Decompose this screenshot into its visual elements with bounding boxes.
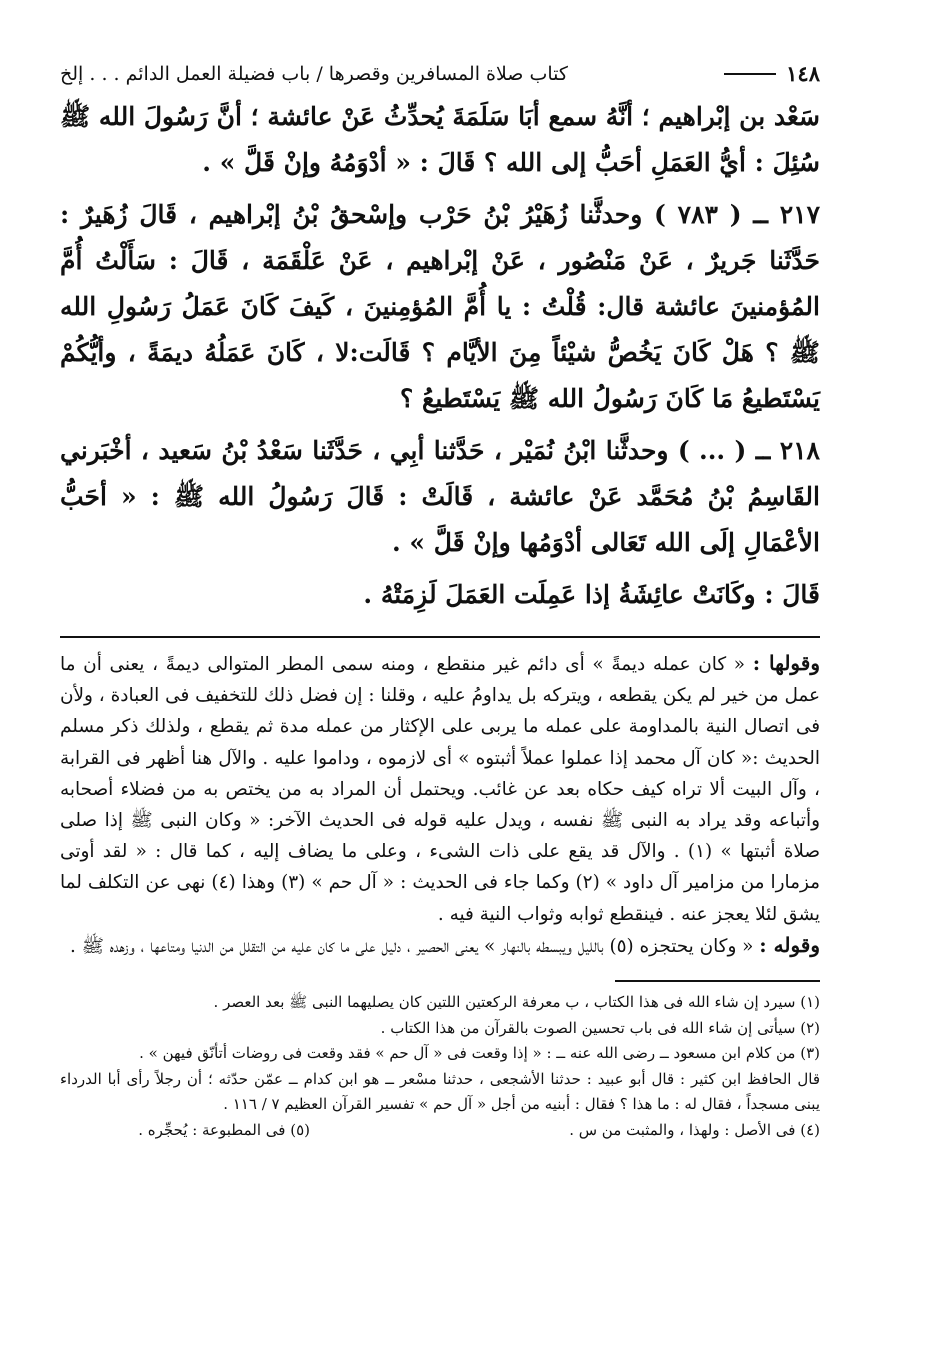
hadith-paragraph-4: قَالَ : وكَانَتْ عائِشَةُ إذا عَمِلَت العَمَلَ لَزِمَتْهُ . [363,580,820,609]
page [60,60,820,1143]
footnote-row-4-5 [60,1118,820,1144]
header-rule [724,73,776,75]
hadith-paragraph-217: ٢١٧ ــ ( ٧٨٣ ) وحدثَّنا زُهَيْرُ بْنُ حَرْب وإسْحقُ بْنُ إبْراهيم ، قَالَ زُهَيرٌ : حَدَّثَنا جَريرٌ ، عَنْ مَنْصُور ، عَنْ إبْراهيم ، عَنْ عَلْقَمَة ، قَالَ : سَأَلْتُ أُمَّ المُؤمنينَ عائشة قال: قُلْتُ : يا أُمَّ المُؤمِنينَ ، كَيفَ كَانَ عَمَلُ رَسُولِ الله ﷺ ؟ هَلْ كَانَ يَخُصُّ شيْئاً مِنَ الأيَّام ؟ قَالَت:لا ، كَانَ عَمَلُهُ ديمَةً ، وأيُّكُمْ يَسْتَطيعُ مَا كَانَ رَسُولُ الله ﷺ يَسْتَطيعُ ؟ [60,200,821,413]
running-header [60,60,820,94]
commentary-paragraph-1 [60,648,820,930]
footnote-1: (١) سيرد إن شاء الله فى هذا الكتاب ، ب معرفة الركعتين اللتين كان يصليهما النبى ﷺ بعد العصر . [213,993,820,1012]
commentary-lead-2: وقوله : [759,932,820,957]
hadith-paragraph-1: سَعْد بن إبْراهيم ؛ أنَّهُ سمع أبَا سَلَمَةَ يُحدِّثُ عَنْ عائشة ؛ أنَّ رَسُولَ الله ﷺ سُئِلَ : أيُّ العَمَلِ أحَبُّ إلى الله ؟ قَالَ : « أدْوَمُهُ وإنْ قَلَّ » . [60,102,820,177]
commentary-paragraph-2 [60,930,820,962]
running-title: كتاب صلاة المسافرين وقصرها / باب فضيلة العمل الدائم . . . إلخ [60,63,568,85]
footnote-3: (٣) من كلام ابن مسعود ــ رضى الله عنه ــ : « إذا وقعت فى « آل حم » فقد وقعت فى روضات أتأنّق فيهن » . [139,1044,820,1063]
page-number: ١٤٨ [786,61,820,86]
footnote-3-continued: قال الحافظ ابن كثير : قال أبو عبيد : حدثنا الأشجعى ، حدثنا مسْعر ــ هو ابن كدام ــ عمّن حدّثه ؛ أن رجلاً رأى أبا الدرداء يبنى مسجداً ، فقال له : ما هذا ؟ فقال : أبنيه من أجل « آل حم » تفسير القرآن العظيم ٧ / ١١٦ . [60,1069,820,1114]
commentary-separator [60,636,820,638]
commentary-text-2: « وكان يحتجزه (٥) بالليل ويبسطه بالنهار » يعنى الحصير ، دليل على ما كان عليه من التقلل من الدنيا ومتاعها ، وزهده ﷺ . [70,935,754,957]
commentary-text-1: « كان عمله ديمةً » أى دائم غير منقطع ، ومنه سمى المطر المتوالى ديمةً ، يعنى أن ما عمل من خير لم يكن يقطعه ، ويتركه بل يداومُ عليه ، وقلنا : إن فضل ذلك للتخفيف فى العبادة ، ولأن فى اتصال النية بالمداومة على عمله ما يربى على الإكثار من عمله مدة ثم يقطع ، ولذلك ذكر مسلم الحديث :« كان آل محمد إذا عملوا عملاً أثبتوه » أى لازموه ، وداموا عليه . والآل هنا أظهر فى القرابة ، وآل البيت ألا تراه كيف حكاه بعد عن غائب. ويحتمل أن المراد به من يختص به من فضلاء أصحابه وأتباعه وقد يراد به النبى ﷺ نفسه ، ويدل عليه قوله فى الحديث الآخر: « وكان النبى ﷺ إذا صلى صلاة أثبتها » (١) . والآل قد يقع على ذات الشىء ، وعلى ما يضاف إليه ، كما قال : « لقد أوتى مزمارا من مزامير آل داود » (٢) وكما جاء فى الحديث : « آل حم » (٣) وهذا (٤) نهى عن التكلف لما يشق لئلا يعجز عنه . فينقطع ثوابه وثواب النية فيه . [60,654,820,925]
footnote-4: (٤) فى الأصل : ولهذا ، والمثبت من س . [569,1120,820,1139]
commentary-lead-1: وقولها : [752,651,820,675]
footnote-5: (٥) فى المطبوعة : يُحجِّره . [138,1120,310,1139]
footnote-2: (٢) سيأتى إن شاء الله فى باب تحسين الصوت بالقرآن من هذا الكتاب . [380,1018,820,1037]
hadith-paragraph-218: ٢١٨ ــ ( ... ) وحدثَّنا ابْنُ نُمَيْر ، حَدَّثنا أبِي ، حَدَّثَنا سَعْدُ بْنُ سَعيد ، أخْبَرني القَاسِمُ بْنُ مُحَمَّد عَنْ عائشة ، قَالَتْ : قَالَ رَسُولُ الله ﷺ : « أحَبُّ الأعْمَالِ إلَى الله تَعَالى أدْوَمُها وإنْ قَلَّ » . [60,436,820,557]
footnote-separator [615,980,820,982]
